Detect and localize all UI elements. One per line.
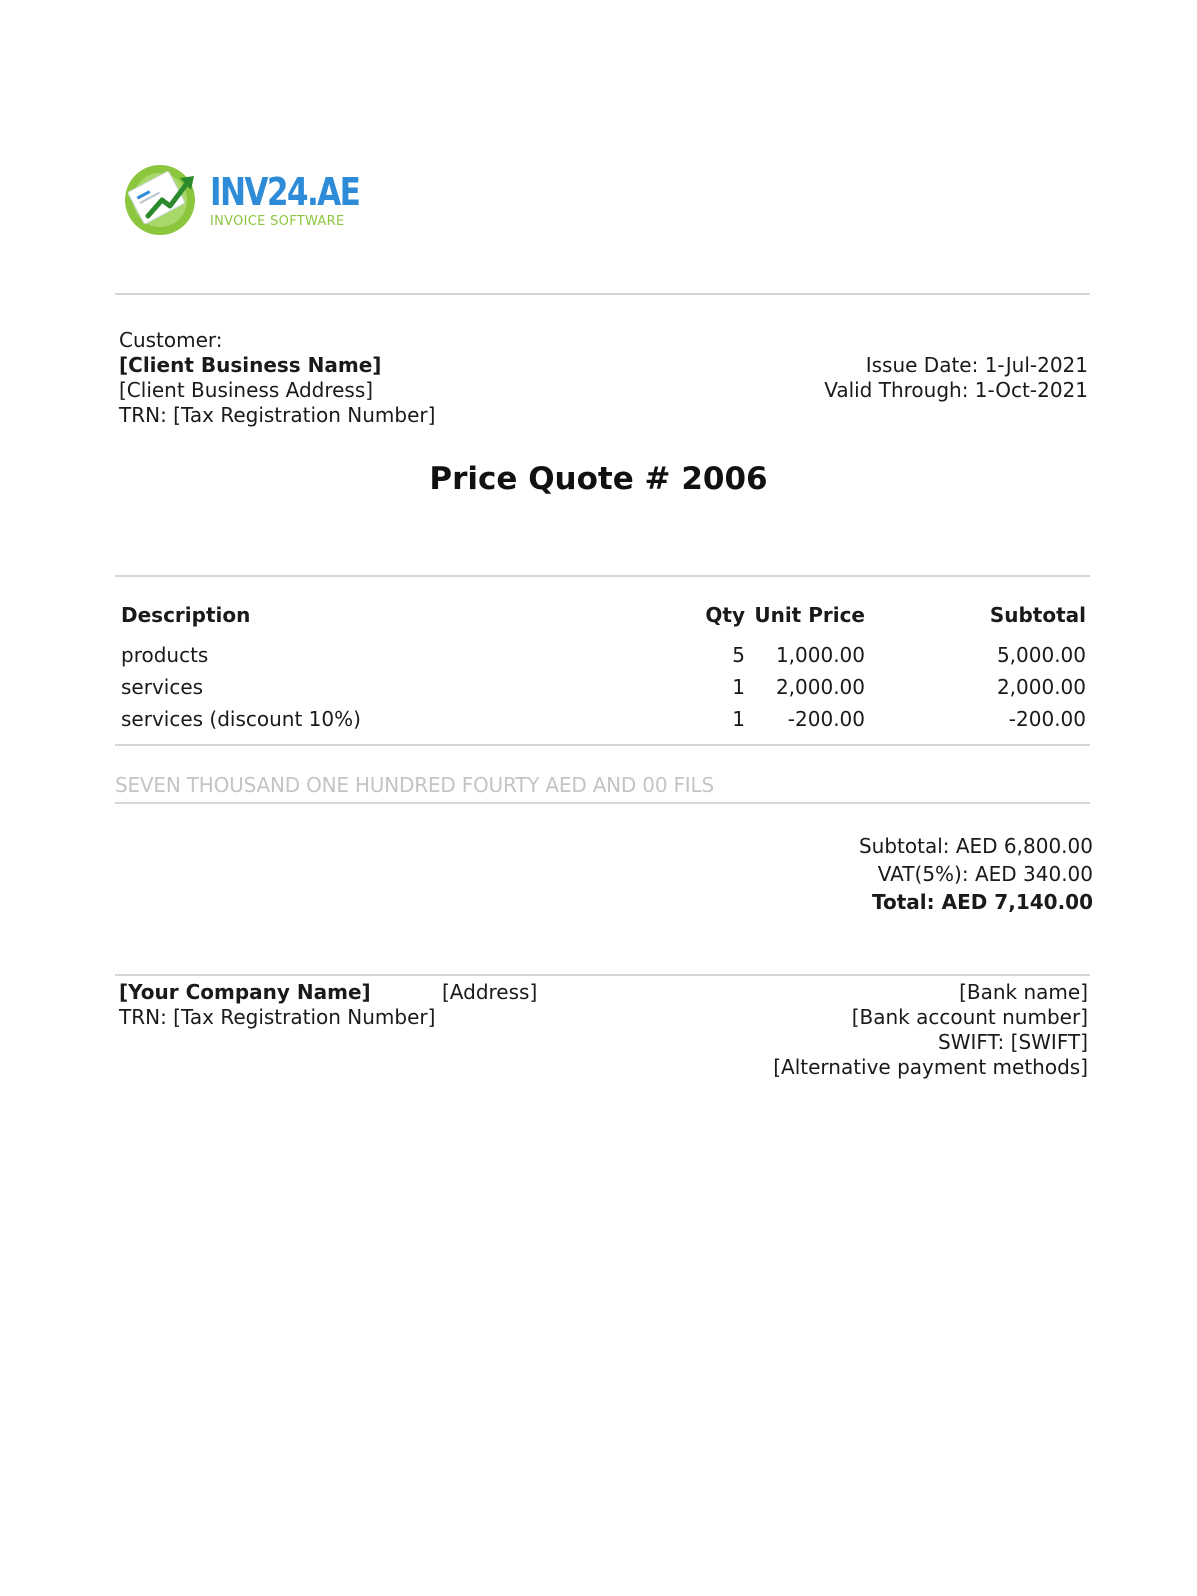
row-subtotal: 5,000.00 xyxy=(996,643,1086,667)
totals-vat: VAT(5%): AED 340.00 xyxy=(877,862,1093,886)
quote-title: Price Quote # 2006 xyxy=(429,461,768,497)
totals-subtotal: Subtotal: AED 6,800.00 xyxy=(858,834,1093,858)
bank-account-number: [Bank account number] xyxy=(851,1005,1088,1029)
bank-name: [Bank name] xyxy=(959,980,1088,1004)
valid-through-date: Valid Through: 1-Oct-2021 xyxy=(824,378,1088,402)
row-unit-price: 1,000.00 xyxy=(775,643,865,667)
header-qty: Qty xyxy=(705,603,745,627)
row-unit-price: -200.00 xyxy=(787,707,865,731)
words-divider xyxy=(115,802,1090,804)
logo-emblem-icon xyxy=(124,160,210,240)
totals-total: Total: AED 7,140.00 xyxy=(872,890,1093,914)
header-unit-price: Unit Price xyxy=(754,603,865,627)
items-table xyxy=(121,603,1086,739)
table-row xyxy=(121,643,1086,675)
row-qty: 5 xyxy=(732,643,745,667)
customer-label: Customer: xyxy=(119,328,223,352)
header-subtotal: Subtotal xyxy=(989,603,1086,627)
row-description: services xyxy=(121,675,204,699)
logo-wordmark: INV24.AE xyxy=(210,170,360,214)
row-unit-price: 2,000.00 xyxy=(775,675,865,699)
swift-code: SWIFT: [SWIFT] xyxy=(938,1030,1088,1054)
row-qty: 1 xyxy=(732,707,745,731)
row-description: products xyxy=(121,643,209,667)
row-subtotal: -200.00 xyxy=(1008,707,1086,731)
client-trn: TRN: [Tax Registration Number] xyxy=(119,403,436,427)
alternative-payment-methods: [Alternative payment methods] xyxy=(773,1055,1088,1079)
table-top-divider xyxy=(115,575,1090,577)
footer-divider xyxy=(115,974,1090,976)
your-company-name: [Your Company Name] xyxy=(119,980,371,1004)
company-logo xyxy=(124,160,360,240)
table-header-row xyxy=(121,603,1086,635)
row-subtotal: 2,000.00 xyxy=(996,675,1086,699)
table-row xyxy=(121,675,1086,707)
header-divider xyxy=(115,293,1090,295)
row-description: services (discount 10%) xyxy=(121,707,361,731)
your-company-address: [Address] xyxy=(442,980,538,1004)
logo-tagline: INVOICE SOFTWARE xyxy=(210,214,345,229)
table-bottom-divider xyxy=(115,744,1090,746)
table-row xyxy=(121,707,1086,739)
row-qty: 1 xyxy=(732,675,745,699)
header-description: Description xyxy=(121,603,251,627)
your-company-trn: TRN: [Tax Registration Number] xyxy=(119,1005,436,1029)
amount-in-words: SEVEN THOUSAND ONE HUNDRED FOURTY AED AND 00 FILS xyxy=(115,773,714,797)
issue-date: Issue Date: 1-Jul-2021 xyxy=(865,353,1088,377)
client-business-name: [Client Business Name] xyxy=(119,353,382,377)
client-business-address: [Client Business Address] xyxy=(119,378,374,402)
